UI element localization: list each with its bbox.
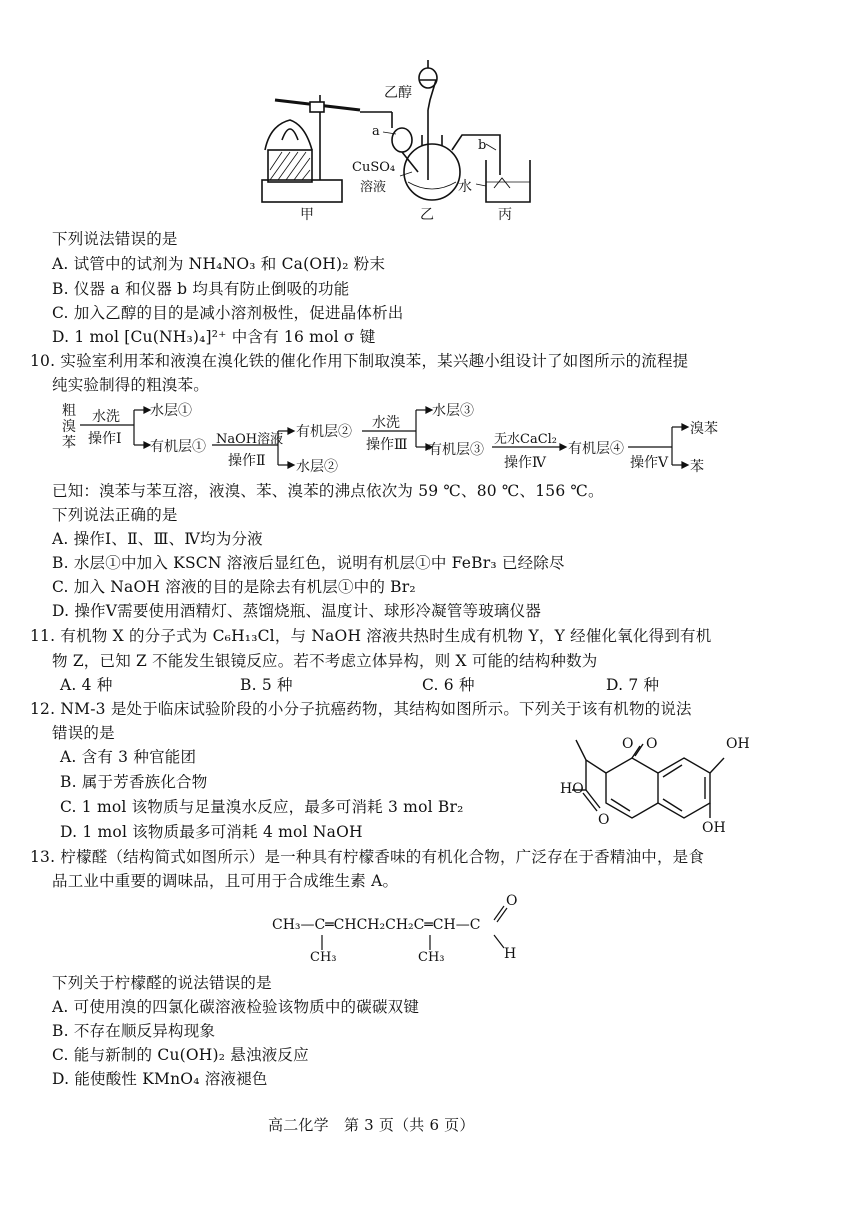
q13-option-c: C. 能与新制的 Cu(OH)₂ 悬浊液反应 <box>52 1046 309 1064</box>
q13-line1: 13. 柠檬醛（结构简式如图所示）是一种具有柠檬香味的有机化合物，广泛存在于香精油中，是食 <box>30 848 705 866</box>
label-ethanol: 乙醇 <box>384 85 412 101</box>
nm3-o-carbonyl: O <box>646 736 658 752</box>
q12-option-d: D. 1 mol 该物质最多可消耗 4 mol NaOH <box>60 823 363 841</box>
q13-option-b: B. 不存在顺反异构现象 <box>52 1022 216 1040</box>
q10-stem: 下列说法正确的是 <box>52 506 178 524</box>
label-b: b <box>478 138 487 153</box>
q9-stem: 下列说法错误的是 <box>52 230 178 248</box>
flow-aq3: 水层③ <box>432 403 474 419</box>
nm3-oh-1: OH <box>726 736 750 752</box>
q12-option-c: C. 1 mol 该物质与足量溴水反应，最多可消耗 3 mol Br₂ <box>60 798 464 816</box>
q10-option-c: C. 加入 NaOH 溶液的目的是除去有机层①中的 Br₂ <box>52 578 416 596</box>
flow-org4: 有机层④ <box>568 441 624 457</box>
citral-branch-1: CH₃ <box>310 950 337 965</box>
flow-start-1: 粗 <box>62 403 76 419</box>
q11-option-c: C. 6 种 <box>422 676 475 694</box>
q13-option-d: D. 能使酸性 KMnO₄ 溶液褪色 <box>52 1070 268 1088</box>
flow-bromobenzene: 溴苯 <box>690 421 718 437</box>
flow-wash1: 水洗 <box>92 409 120 425</box>
flow-naoh: NaOH溶液 <box>216 432 284 447</box>
q13-stem: 下列关于柠檬醛的说法错误的是 <box>52 974 272 992</box>
q11-line1: 11. 有机物 X 的分子式为 C₆H₁₃Cl，与 NaOH 溶液共热时生成有机物 Y，Y 经催化氧化得到有机 <box>30 627 712 645</box>
q10-line2: 纯实验制得的粗溴苯。 <box>52 376 210 394</box>
q12-line2: 错误的是 <box>52 724 115 742</box>
q10-option-d: D. 操作Ⅴ需要使用酒精灯、蒸馏烧瓶、温度计、球形冷凝管等玻璃仪器 <box>52 602 542 620</box>
flow-wash2: 水洗 <box>372 415 400 431</box>
q9-option-c: C. 加入乙醇的目的是减小溶剂极性，促进晶体析出 <box>52 304 404 322</box>
flow-aq2: 水层② <box>296 459 338 475</box>
label-cuso4-solution: 溶液 <box>360 180 387 195</box>
flowchart-arrows <box>0 395 860 475</box>
flow-cacl2: 无水CaCl₂ <box>494 432 558 447</box>
nm3-oh-2: OH <box>702 820 726 836</box>
q11-option-a: A. 4 种 <box>60 676 113 694</box>
nm3-ho: HO <box>560 781 584 797</box>
flow-op1: 操作Ⅰ <box>88 431 122 447</box>
q13-line2: 品工业中重要的调味品，且可用于合成维生素 A。 <box>52 872 399 890</box>
nm3-o-ring: O <box>622 736 634 752</box>
q10-known: 已知：溴苯与苯互溶，液溴、苯、溴苯的沸点依次为 59 ℃、80 ℃、156 ℃。 <box>52 482 604 500</box>
q12-line1: 12. NM-3 是处于临床试验阶段的小分子抗癌药物，其结构如图所示。下列关于该有机物的说法 <box>30 700 692 718</box>
q11-option-b: B. 5 种 <box>240 676 293 694</box>
flow-op2: 操作Ⅱ <box>228 453 266 469</box>
flow-org2: 有机层② <box>296 424 352 440</box>
flow-start-3: 苯 <box>62 435 76 451</box>
label-cuso4: CuSO₄ <box>352 160 396 175</box>
q11-options <box>0 674 860 696</box>
apparatus-drawing <box>0 0 860 230</box>
flow-op4: 操作Ⅳ <box>504 455 546 471</box>
q9-option-d: D. 1 mol [Cu(NH₃)₄]²⁺ 中含有 16 mol σ 键 <box>52 328 376 346</box>
q10-line1: 10. 实验室利用苯和液溴在溴化铁的催化作用下制取溴苯，某兴趣小组设计了如图所示的流程提 <box>30 352 689 370</box>
label-a: a <box>372 124 380 139</box>
q10-option-a: A. 操作Ⅰ、Ⅱ、Ⅲ、Ⅳ均为分液 <box>52 530 263 548</box>
flow-start-2: 溴 <box>62 419 76 435</box>
citral-branch-2: CH₃ <box>418 950 445 965</box>
flow-aq1: 水层① <box>150 403 192 419</box>
page-footer: 高二化学 第 3 页（共 6 页） <box>268 1116 475 1134</box>
label-part-3: 丙 <box>498 207 512 223</box>
label-part-2: 乙 <box>420 207 434 223</box>
label-part-1: 甲 <box>300 207 314 223</box>
q11-option-d: D. 7 种 <box>606 676 660 694</box>
citral-o: O <box>506 893 518 909</box>
q12-option-b: B. 属于芳香族化合物 <box>60 773 208 791</box>
q9-option-a: A. 试管中的试剂为 NH₄NO₃ 和 Ca(OH)₂ 粉末 <box>52 255 386 273</box>
q11-line2: 物 Z，已知 Z 不能发生银镜反应。若不考虑立体异构，则 X 可能的结构种数为 <box>52 652 598 670</box>
flow-benzene: 苯 <box>690 459 704 475</box>
citral-h: H <box>504 946 517 962</box>
citral-main-chain: CH₃—C═CHCH₂CH₂C═CH—C <box>272 917 481 933</box>
flow-op5: 操作Ⅴ <box>630 455 669 471</box>
flow-org3: 有机层③ <box>428 442 484 458</box>
nm3-o-acid: O <box>598 812 610 828</box>
q13-option-a: A. 可使用溴的四氯化碳溶液检验该物质中的碳碳双键 <box>52 998 420 1016</box>
q10-option-b: B. 水层①中加入 KSCN 溶液后显红色，说明有机层①中 FeBr₃ 已经除尽 <box>52 554 565 572</box>
flow-op3: 操作Ⅲ <box>366 437 408 453</box>
label-water: 水 <box>458 179 472 195</box>
q12-option-a: A. 含有 3 种官能团 <box>60 748 197 766</box>
q9-option-b: B. 仪器 a 和仪器 b 均具有防止倒吸的功能 <box>52 280 350 298</box>
flow-org1: 有机层① <box>150 439 206 455</box>
